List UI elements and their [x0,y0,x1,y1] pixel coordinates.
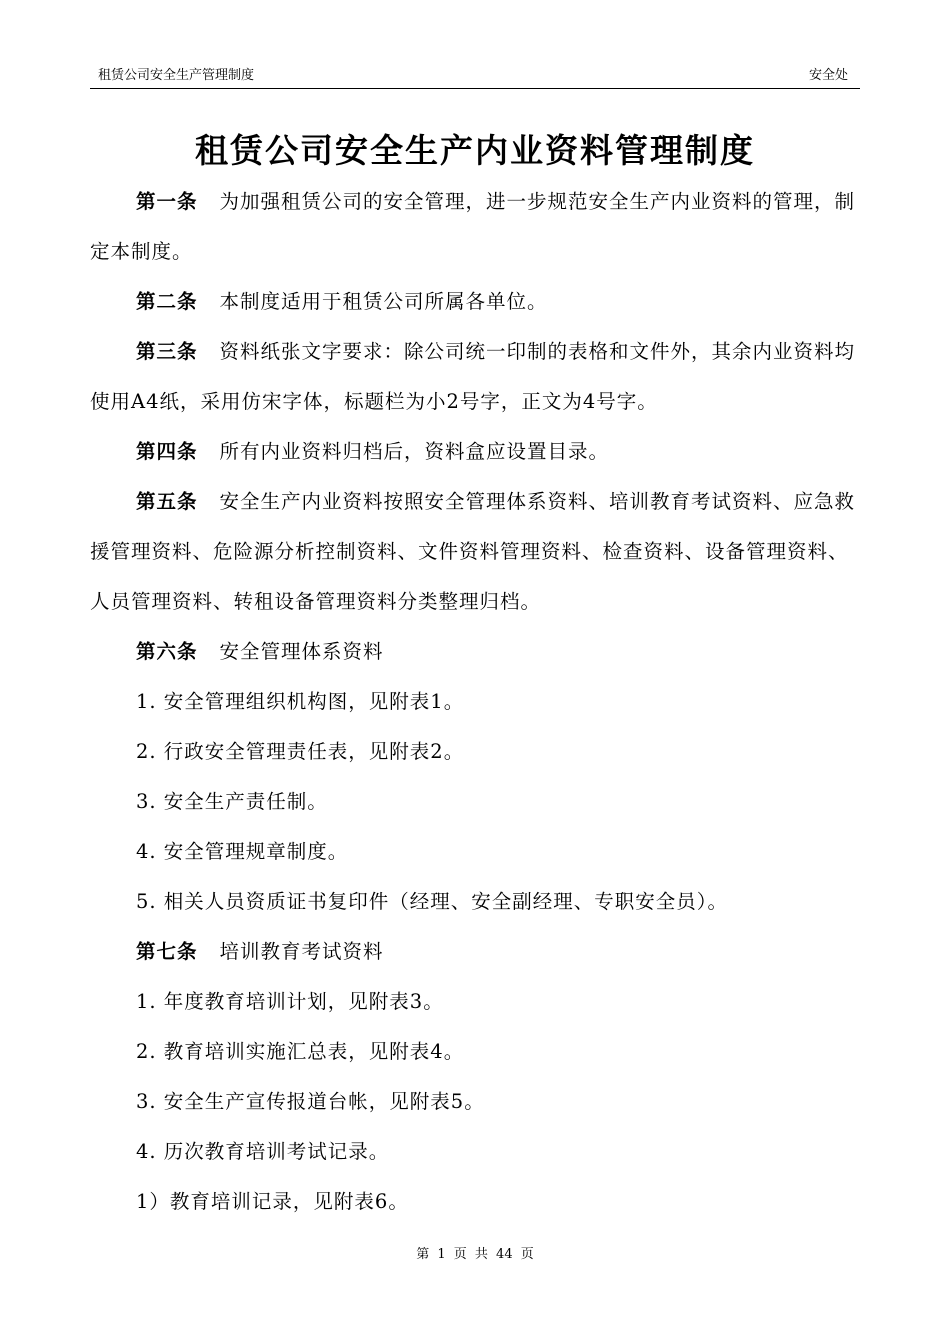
paragraph [90,477,860,627]
section-heading-text: 安全管理体系资料 [219,640,384,663]
list-item: 5. 相关人员资质证书复印件（经理、安全副经理、专职安全员）。 [136,890,729,913]
list-item: 2. 教育培训实施汇总表，见附表4。 [136,1040,465,1063]
paragraph-text: 本制度适用于租赁公司所属各单位。 [219,290,548,313]
paragraph-text: 资料纸张文字要求：除公司统一印制的表格和文件外，其余内业资料均使用A4纸，采用仿宋字体，标题栏为小2号字，正文为4号字。 [90,340,856,413]
article-number: 第五条 [136,490,198,513]
list-item: 1）教育培训记录，见附表6。 [136,1190,409,1213]
article-number: 第三条 [136,340,198,363]
section-heading [90,927,860,977]
section-heading-text: 培训教育考试资料 [219,940,384,963]
article-number: 第四条 [136,440,198,463]
article-number: 第六条 [136,640,198,663]
document-title: 租赁公司安全生产内业资料管理制度 [195,131,755,170]
page-footer: 第 1 页 共 44 页 [416,1247,534,1262]
list-item: 1. 年度教育培训计划，见附表3。 [136,990,444,1013]
paragraph [90,327,860,427]
header-department: 安全处 [808,68,848,83]
article-number: 第二条 [136,290,198,313]
list-item: 1. 安全管理组织机构图，见附表1。 [136,690,465,713]
list-item: 3. 安全生产宣传报道台帐，见附表5。 [136,1090,485,1113]
article-number: 第七条 [136,940,198,963]
list-item: 2. 行政安全管理责任表，见附表2。 [136,740,465,763]
paragraph [90,277,860,327]
section-heading [90,627,860,677]
paragraph-text: 所有内业资料归档后，资料盒应设置目录。 [219,440,610,463]
paragraph [90,177,860,277]
document-body [90,177,860,1227]
header-document-title: 租赁公司安全生产管理制度 [98,68,255,83]
page-header [90,66,860,89]
article-number: 第一条 [136,190,198,213]
list-item: 3. 安全生产责任制。 [136,790,328,813]
list-item: 4. 安全管理规章制度。 [136,840,349,863]
paragraph-text: 安全生产内业资料按照安全管理体系资料、培训教育考试资料、应急救援管理资料、危险源分析控制资料、文件资料管理资料、检查资料、设备管理资料、人员管理资料、转租设备管理资料分类整理归档。 [90,490,856,613]
paragraph [90,427,860,477]
paragraph-text: 为加强租赁公司的安全管理，进一步规范安全生产内业资料的管理，制定本制度。 [90,190,856,263]
list-item: 4. 历次教育培训考试记录。 [136,1140,390,1163]
